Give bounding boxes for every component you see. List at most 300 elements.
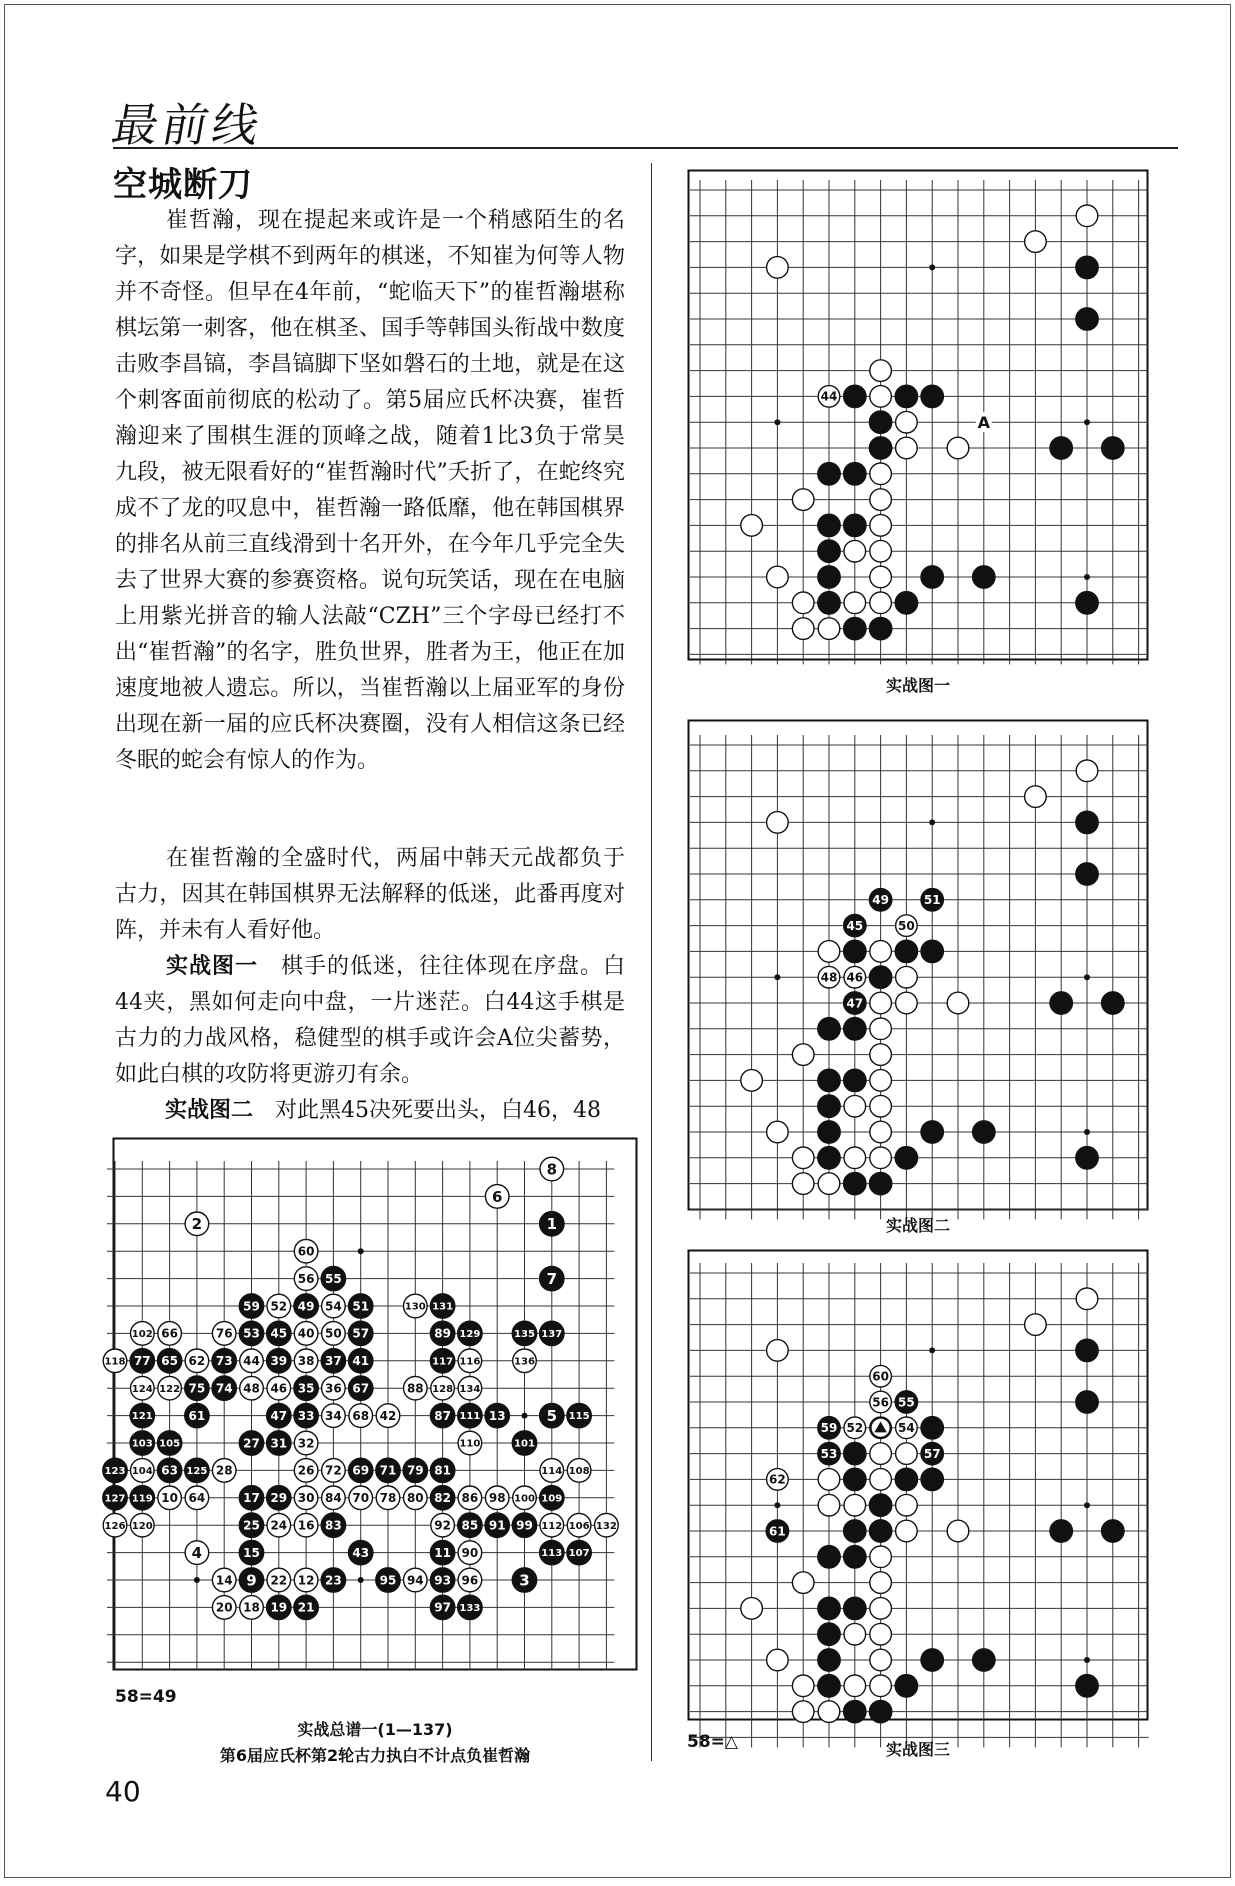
move-number: 72 bbox=[325, 1463, 342, 1478]
move-number: 10 bbox=[161, 1491, 178, 1506]
move-number: 125 bbox=[186, 1466, 208, 1477]
mark-a-label: A bbox=[977, 413, 990, 433]
black-stone bbox=[895, 385, 918, 408]
white-stone bbox=[844, 1675, 866, 1697]
white-stone bbox=[792, 1572, 814, 1594]
white-stone bbox=[818, 1173, 840, 1195]
white-stone bbox=[818, 1701, 840, 1723]
black-stone bbox=[1076, 1339, 1099, 1362]
move-number: 52 bbox=[270, 1299, 288, 1314]
black-stone bbox=[843, 385, 866, 408]
white-stone bbox=[870, 992, 892, 1014]
move-number: 129 bbox=[459, 1329, 481, 1340]
white-stone bbox=[792, 1173, 814, 1195]
fig3-note: 58=△ bbox=[687, 1732, 738, 1752]
move-number: 56 bbox=[872, 1395, 889, 1410]
move-number: 50 bbox=[898, 918, 915, 933]
black-stone bbox=[921, 385, 944, 408]
move-number: 95 bbox=[379, 1573, 397, 1588]
black-stone bbox=[895, 1674, 918, 1697]
move-number: 81 bbox=[434, 1463, 451, 1478]
star-point bbox=[194, 1577, 200, 1583]
black-stone bbox=[1076, 863, 1099, 886]
white-stone bbox=[896, 992, 918, 1014]
move-number: 124 bbox=[131, 1383, 153, 1395]
white-stone bbox=[792, 489, 814, 511]
black-stone bbox=[921, 1121, 944, 1144]
white-stone bbox=[870, 1443, 892, 1465]
white-stone bbox=[792, 1044, 814, 1066]
white-stone bbox=[870, 1018, 892, 1040]
white-stone bbox=[870, 1598, 892, 1620]
white-stone bbox=[792, 1675, 814, 1697]
white-stone bbox=[870, 1675, 892, 1697]
move-number: 116 bbox=[459, 1356, 481, 1368]
star-point bbox=[358, 1577, 364, 1583]
move-number: 110 bbox=[459, 1438, 481, 1450]
white-stone bbox=[818, 941, 840, 963]
move-number: 59 bbox=[820, 1421, 838, 1436]
black-stone bbox=[1050, 1520, 1073, 1543]
black-stone bbox=[818, 1623, 841, 1646]
move-number: 61 bbox=[769, 1524, 786, 1539]
move-number: 100 bbox=[514, 1493, 536, 1505]
white-stone bbox=[870, 1070, 892, 1092]
black-stone bbox=[972, 1121, 995, 1144]
move-number: 71 bbox=[379, 1463, 397, 1478]
move-number: 59 bbox=[243, 1299, 260, 1314]
white-stone bbox=[870, 1095, 892, 1117]
move-number: 46 bbox=[846, 970, 864, 985]
white-stone bbox=[741, 1598, 763, 1620]
move-number: 43 bbox=[352, 1545, 370, 1560]
black-stone bbox=[1101, 992, 1124, 1015]
move-number: 93 bbox=[434, 1573, 451, 1588]
move-number: 82 bbox=[434, 1491, 451, 1506]
move-number: 63 bbox=[161, 1463, 178, 1478]
move-number: 128 bbox=[432, 1383, 454, 1395]
main-game-board bbox=[104, 1138, 637, 1670]
white-stone bbox=[896, 411, 918, 433]
move-number: 17 bbox=[243, 1491, 260, 1506]
move-number: 109 bbox=[541, 1493, 563, 1505]
move-number: 30 bbox=[297, 1491, 315, 1506]
move-number: 31 bbox=[270, 1436, 288, 1451]
move-number: 45 bbox=[270, 1326, 288, 1341]
main-board-caption: 实战总谱一(1—137) bbox=[297, 1720, 453, 1739]
black-stone bbox=[1076, 1391, 1099, 1414]
white-stone bbox=[767, 566, 789, 588]
black-stone bbox=[843, 940, 866, 963]
black-stone bbox=[843, 462, 866, 485]
black-stone bbox=[843, 617, 866, 640]
move-number: 131 bbox=[432, 1301, 454, 1313]
move-number: 97 bbox=[434, 1600, 451, 1615]
black-stone bbox=[818, 1069, 841, 1092]
move-number: 28 bbox=[215, 1463, 233, 1478]
black-stone bbox=[972, 566, 995, 589]
move-number: 119 bbox=[131, 1493, 153, 1505]
black-stone bbox=[818, 1095, 841, 1118]
move-number: 75 bbox=[188, 1381, 206, 1396]
black-stone bbox=[843, 1700, 866, 1723]
star-point bbox=[522, 1413, 528, 1419]
move-number: 19 bbox=[270, 1600, 288, 1615]
star-point bbox=[1084, 1657, 1090, 1663]
move-number: 40 bbox=[297, 1326, 315, 1341]
black-stone bbox=[818, 1649, 841, 1672]
black-stone bbox=[1101, 1520, 1124, 1543]
black-stone bbox=[869, 411, 892, 434]
black-stone bbox=[843, 1442, 866, 1465]
white-stone bbox=[844, 540, 866, 562]
move-number: 89 bbox=[434, 1326, 451, 1341]
move-number: 51 bbox=[352, 1299, 370, 1314]
white-stone bbox=[818, 1494, 840, 1516]
white-stone bbox=[1076, 205, 1098, 227]
white-stone bbox=[792, 1701, 814, 1723]
move-number: 52 bbox=[846, 1421, 864, 1436]
white-stone bbox=[792, 592, 814, 614]
move-number: 69 bbox=[352, 1463, 370, 1478]
white-stone bbox=[741, 515, 763, 537]
move-number: 49 bbox=[297, 1299, 315, 1314]
black-stone bbox=[895, 1146, 918, 1169]
white-stone bbox=[870, 566, 892, 588]
board-frame bbox=[689, 721, 1148, 1210]
black-stone bbox=[921, 1649, 944, 1672]
move-number: 12 bbox=[297, 1573, 315, 1588]
white-stone bbox=[844, 1147, 866, 1169]
black-stone bbox=[1076, 811, 1099, 834]
white-stone bbox=[870, 515, 892, 537]
move-number: 122 bbox=[159, 1383, 181, 1395]
move-number: 92 bbox=[434, 1518, 451, 1533]
move-number: 23 bbox=[325, 1573, 342, 1588]
white-stone bbox=[947, 1520, 969, 1542]
move-number: 20 bbox=[215, 1600, 233, 1615]
move-number: 62 bbox=[769, 1472, 786, 1487]
move-number: 49 bbox=[872, 893, 889, 908]
book-page bbox=[4, 4, 1231, 1878]
black-stone bbox=[895, 1468, 918, 1491]
fig3-board bbox=[688, 1250, 1148, 1720]
star-point bbox=[774, 419, 780, 425]
move-number: 14 bbox=[215, 1573, 233, 1588]
black-stone bbox=[843, 1468, 866, 1491]
white-stone bbox=[767, 257, 789, 279]
move-number: 51 bbox=[923, 893, 941, 908]
white-stone bbox=[1076, 760, 1098, 782]
white-stone bbox=[896, 1520, 918, 1542]
move-number: 130 bbox=[404, 1301, 426, 1313]
main-board-note: 58=49 bbox=[115, 1687, 177, 1707]
move-number: 44 bbox=[243, 1354, 260, 1369]
move-number: 39 bbox=[270, 1354, 288, 1369]
move-number: 132 bbox=[595, 1520, 617, 1532]
move-number: 15 bbox=[243, 1545, 260, 1560]
move-number: 45 bbox=[846, 918, 864, 933]
white-stone bbox=[844, 1095, 866, 1117]
star-point bbox=[1084, 1502, 1090, 1508]
move-number: 38 bbox=[297, 1354, 315, 1369]
move-number: 8 bbox=[546, 1160, 558, 1179]
move-number: 99 bbox=[516, 1518, 533, 1533]
move-number: 47 bbox=[270, 1408, 288, 1423]
move-number: 91 bbox=[488, 1518, 506, 1533]
fig3-caption: 实战图三 bbox=[885, 1740, 950, 1759]
move-number: 21 bbox=[297, 1600, 315, 1615]
black-stone bbox=[869, 617, 892, 640]
white-stone bbox=[870, 386, 892, 408]
move-number: 47 bbox=[846, 996, 864, 1011]
move-number: 34 bbox=[325, 1408, 342, 1423]
move-number: 134 bbox=[459, 1383, 481, 1395]
move-number: 16 bbox=[297, 1518, 315, 1533]
article-title: 空城断刀 bbox=[113, 165, 253, 205]
fig2-caption: 实战图二 bbox=[885, 1216, 950, 1235]
move-number: 36 bbox=[325, 1381, 342, 1396]
black-stone bbox=[921, 1416, 944, 1439]
move-number: 96 bbox=[461, 1573, 479, 1588]
black-stone bbox=[843, 1597, 866, 1620]
white-stone bbox=[1025, 231, 1047, 253]
article-paragraph-4: 实战图二 对此黑45决死要出头，白46，48 bbox=[165, 1098, 602, 1123]
white-stone bbox=[844, 1494, 866, 1516]
black-stone bbox=[843, 514, 866, 537]
move-number: 105 bbox=[159, 1438, 181, 1450]
black-stone bbox=[843, 1545, 866, 1568]
move-number: 57 bbox=[923, 1446, 941, 1461]
move-number: 62 bbox=[188, 1354, 206, 1369]
move-number: 126 bbox=[104, 1520, 126, 1532]
black-stone bbox=[818, 1121, 841, 1144]
black-stone bbox=[869, 1494, 892, 1517]
move-number: 3 bbox=[519, 1571, 530, 1590]
move-number: 26 bbox=[297, 1463, 315, 1478]
header-rule bbox=[113, 147, 1178, 149]
move-number: 103 bbox=[131, 1438, 153, 1450]
move-number: 53 bbox=[243, 1326, 260, 1341]
black-stone bbox=[895, 591, 918, 614]
fig1-board bbox=[688, 170, 1148, 660]
move-number: 42 bbox=[379, 1408, 397, 1423]
star-point bbox=[774, 1502, 780, 1508]
black-stone bbox=[869, 1700, 892, 1723]
move-number: 77 bbox=[133, 1354, 151, 1369]
move-number: 127 bbox=[104, 1493, 126, 1505]
white-stone bbox=[818, 618, 840, 640]
white-stone bbox=[870, 1469, 892, 1491]
move-number: 114 bbox=[541, 1466, 563, 1477]
move-number: 56 bbox=[297, 1271, 315, 1286]
move-number: 121 bbox=[131, 1411, 153, 1423]
black-stone bbox=[1050, 437, 1073, 460]
white-stone bbox=[896, 1494, 918, 1516]
move-number: 78 bbox=[379, 1491, 397, 1506]
move-number: 65 bbox=[161, 1354, 178, 1369]
move-number: 108 bbox=[568, 1466, 590, 1477]
section-header-title: 最前线 bbox=[107, 98, 268, 152]
move-number: 115 bbox=[568, 1411, 590, 1423]
black-stone bbox=[1076, 1146, 1099, 1169]
move-number: 64 bbox=[188, 1491, 206, 1506]
white-stone bbox=[767, 1649, 789, 1671]
move-number: 117 bbox=[432, 1356, 454, 1368]
white-stone bbox=[870, 1546, 892, 1568]
move-number: 46 bbox=[270, 1381, 288, 1396]
black-stone bbox=[921, 1468, 944, 1491]
column-divider bbox=[651, 163, 652, 1761]
move-number: 27 bbox=[243, 1436, 260, 1451]
move-number: 136 bbox=[514, 1356, 536, 1368]
move-number: 67 bbox=[352, 1381, 370, 1396]
move-number: 80 bbox=[406, 1491, 424, 1506]
move-number: 66 bbox=[161, 1326, 178, 1341]
move-number: 98 bbox=[488, 1491, 506, 1506]
fig2-inline-label: 实战图二 bbox=[165, 1098, 254, 1123]
move-number: 88 bbox=[406, 1381, 424, 1396]
move-number: 113 bbox=[541, 1548, 563, 1560]
move-number: 57 bbox=[352, 1326, 370, 1341]
move-number: 133 bbox=[459, 1603, 481, 1614]
move-number: 48 bbox=[820, 970, 838, 985]
move-number: 18 bbox=[243, 1600, 260, 1615]
move-number: 37 bbox=[325, 1354, 342, 1369]
move-number: 106 bbox=[568, 1520, 590, 1532]
black-stone bbox=[895, 940, 918, 963]
article-paragraph-3: 实战图一 棋手的低迷，往往体现在序盘。白44夹，黑如何走向中盘，一片迷茫。白44这手棋是古力的力战风格，稳健型的棋手或许会A位尖蓄势，如此白棋的攻防将更游刃有余。 bbox=[115, 954, 625, 1087]
black-stone bbox=[843, 1069, 866, 1092]
move-number: 74 bbox=[215, 1381, 233, 1396]
star-point bbox=[929, 1347, 935, 1353]
white-stone bbox=[792, 618, 814, 640]
move-number: 123 bbox=[104, 1466, 126, 1477]
move-number: 50 bbox=[325, 1326, 342, 1341]
black-stone bbox=[818, 462, 841, 485]
black-stone bbox=[1076, 308, 1099, 331]
white-stone bbox=[870, 592, 892, 614]
move-number: 70 bbox=[352, 1491, 370, 1506]
move-number: 35 bbox=[297, 1381, 315, 1396]
white-stone bbox=[896, 437, 918, 459]
white-stone bbox=[870, 941, 892, 963]
black-stone bbox=[818, 1017, 841, 1040]
move-number: 61 bbox=[188, 1408, 206, 1423]
move-number: 87 bbox=[434, 1408, 451, 1423]
star-point bbox=[929, 819, 935, 825]
white-stone bbox=[767, 1121, 789, 1143]
move-number: 25 bbox=[243, 1518, 260, 1533]
white-stone bbox=[870, 1044, 892, 1066]
white-stone bbox=[870, 1649, 892, 1671]
white-stone bbox=[767, 1340, 789, 1362]
black-stone bbox=[869, 1172, 892, 1195]
white-stone bbox=[1025, 1314, 1047, 1336]
board-frame bbox=[689, 1251, 1148, 1720]
main-board-subcaption: 第6届应氏杯第2轮古力执白不计点负崔哲瀚 bbox=[219, 1746, 531, 1765]
black-stone bbox=[818, 566, 841, 589]
move-number: 54 bbox=[898, 1421, 915, 1436]
move-number: 111 bbox=[459, 1411, 481, 1423]
move-number: 29 bbox=[270, 1491, 288, 1506]
move-number: 107 bbox=[568, 1548, 590, 1560]
move-number: 33 bbox=[297, 1408, 315, 1423]
board-frame bbox=[689, 171, 1148, 660]
move-number: 13 bbox=[488, 1408, 506, 1423]
fig1-inline-label: 实战图一 bbox=[165, 954, 258, 979]
black-stone bbox=[869, 1520, 892, 1543]
move-number: 41 bbox=[352, 1354, 370, 1369]
white-stone bbox=[870, 1121, 892, 1143]
move-number: 76 bbox=[215, 1326, 233, 1341]
white-stone bbox=[870, 1572, 892, 1594]
move-number: 104 bbox=[131, 1466, 153, 1477]
move-number: 102 bbox=[131, 1329, 153, 1340]
move-number: 54 bbox=[325, 1299, 342, 1314]
white-stone bbox=[870, 463, 892, 485]
move-number: 24 bbox=[270, 1518, 288, 1533]
black-stone bbox=[1076, 256, 1099, 279]
black-stone bbox=[843, 1172, 866, 1195]
move-number: 5 bbox=[546, 1407, 558, 1425]
star-point bbox=[1084, 1129, 1090, 1135]
black-stone bbox=[869, 437, 892, 460]
move-number: 85 bbox=[461, 1518, 479, 1533]
move-number: 73 bbox=[215, 1354, 233, 1369]
star-point bbox=[774, 974, 780, 980]
move-number: 68 bbox=[352, 1408, 370, 1423]
fig2-board bbox=[688, 720, 1148, 1210]
white-stone bbox=[1076, 1288, 1098, 1310]
move-number: 9 bbox=[246, 1571, 257, 1590]
move-number: 86 bbox=[461, 1491, 479, 1506]
move-number: 7 bbox=[546, 1270, 558, 1288]
move-number: 2 bbox=[191, 1215, 203, 1234]
article-paragraph-2: 在崔哲瀚的全盛时代，两届中韩天元战都负于古力，因其在韩国棋界无法解释的低迷，此番再度对阵，并未有人看好他。 bbox=[115, 846, 625, 943]
black-stone bbox=[818, 1146, 841, 1169]
move-number: 22 bbox=[270, 1573, 288, 1588]
white-stone bbox=[870, 1147, 892, 1169]
black-stone bbox=[818, 1597, 841, 1620]
move-number: 55 bbox=[325, 1271, 342, 1286]
white-stone bbox=[792, 1147, 814, 1169]
white-stone bbox=[741, 1070, 763, 1092]
white-stone bbox=[818, 1469, 840, 1491]
white-stone bbox=[870, 1623, 892, 1645]
move-number: 60 bbox=[297, 1244, 315, 1259]
move-number: 4 bbox=[191, 1544, 203, 1562]
black-stone bbox=[921, 566, 944, 589]
fig1-caption: 实战图一 bbox=[885, 676, 950, 695]
move-number: 32 bbox=[297, 1436, 315, 1451]
star-point bbox=[358, 1248, 364, 1254]
page-number: 40 bbox=[105, 1775, 141, 1808]
star-point bbox=[929, 264, 935, 270]
white-stone bbox=[896, 1443, 918, 1465]
black-stone bbox=[921, 940, 944, 963]
black-stone bbox=[818, 591, 841, 614]
move-number: 44 bbox=[820, 389, 838, 404]
move-number: 118 bbox=[104, 1356, 126, 1368]
star-point bbox=[1084, 574, 1090, 580]
white-stone bbox=[870, 360, 892, 382]
white-stone bbox=[947, 437, 969, 459]
white-stone bbox=[870, 540, 892, 562]
move-number: 48 bbox=[243, 1381, 260, 1396]
black-stone bbox=[972, 1649, 995, 1672]
move-number: 84 bbox=[325, 1491, 342, 1506]
